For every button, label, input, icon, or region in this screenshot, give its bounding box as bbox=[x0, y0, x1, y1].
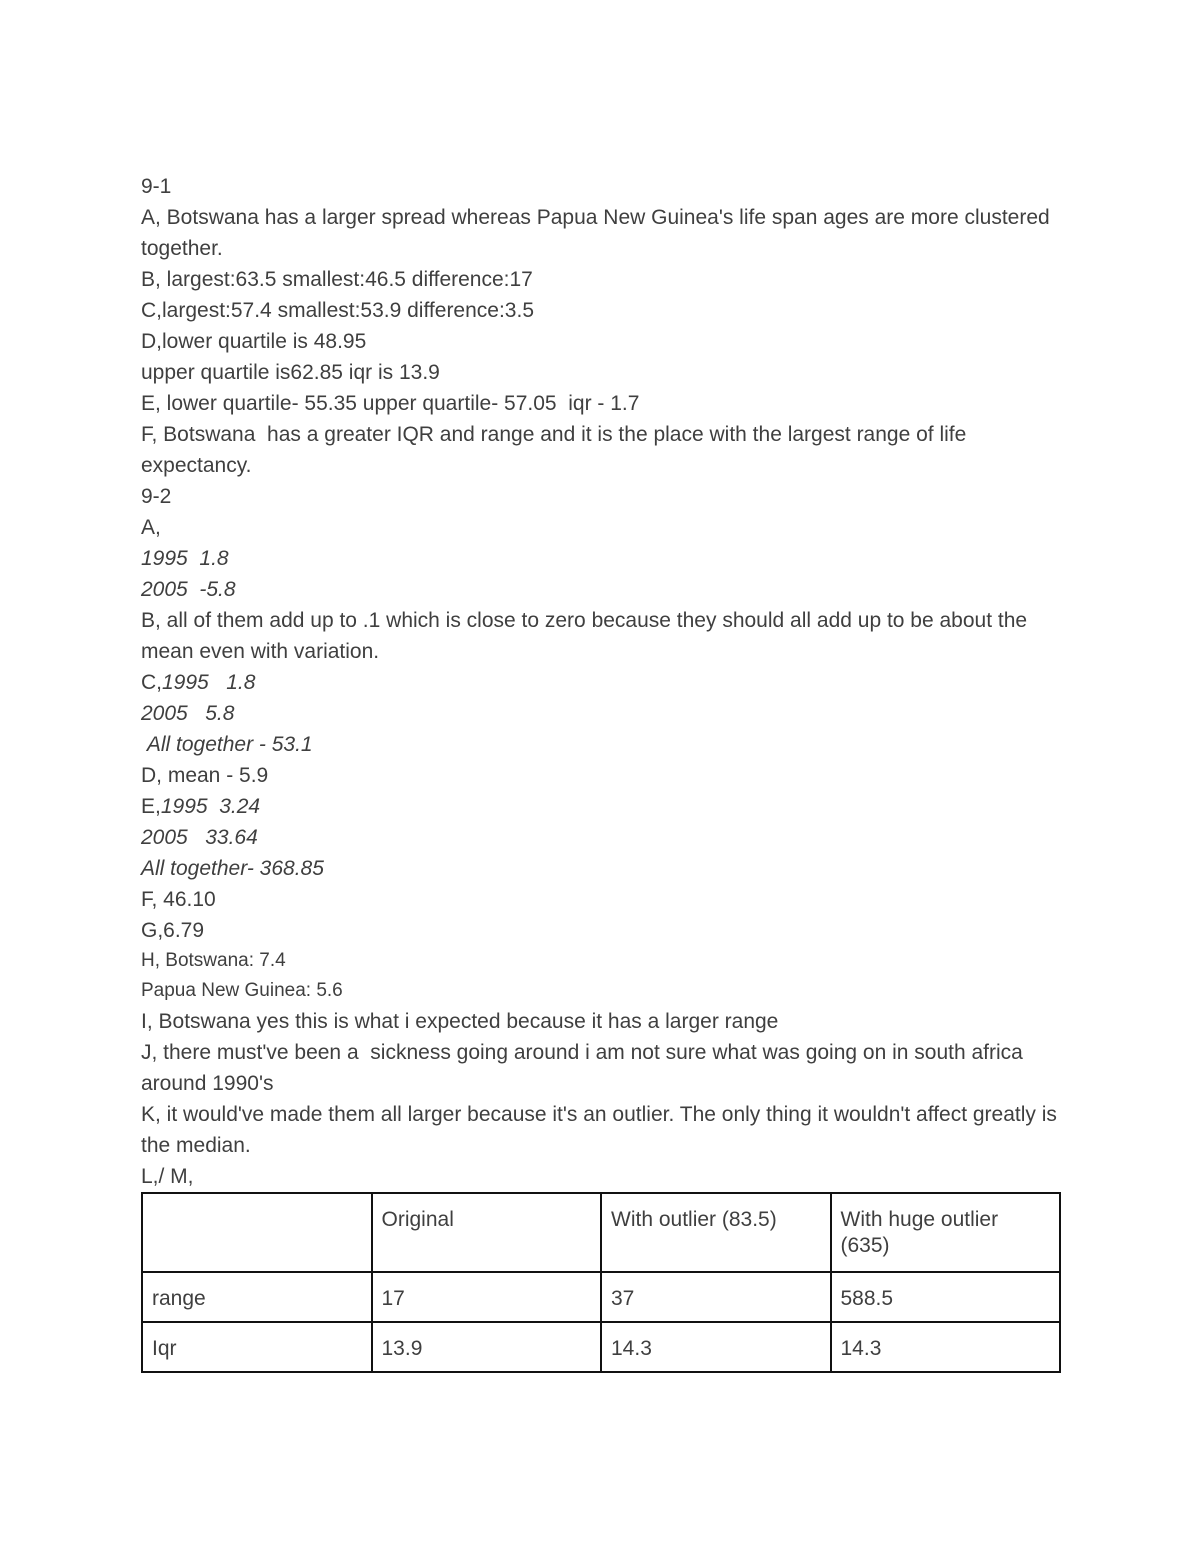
outlier-comparison-table bbox=[141, 1192, 1061, 1373]
answer-2a-1995: 1995 1.8 bbox=[141, 547, 229, 570]
document-body bbox=[141, 171, 1071, 1192]
answer-2c-2005: 2005 5.8 bbox=[141, 702, 235, 725]
answer-2a-2005: 2005 -5.8 bbox=[141, 578, 236, 601]
answer-c: C,largest:57.4 smallest:53.9 difference:3.5 bbox=[141, 299, 535, 322]
answer-2f: F, 46.10 bbox=[141, 888, 216, 911]
table-header-cell: With huge outlier (635) bbox=[831, 1193, 1061, 1272]
answer-2e-prefix: E, bbox=[141, 795, 161, 818]
answer-2e-total: All together- 368.85 bbox=[141, 857, 324, 880]
answer-2c-1995: 1995 1.8 bbox=[162, 671, 256, 694]
answer-2b: B, all of them add up to .1 which is close to zero because they should all add up to be about the mean even with variation. bbox=[141, 609, 1033, 663]
table-header-cell: Original bbox=[372, 1193, 602, 1272]
answer-2c-total: All together - 53.1 bbox=[141, 733, 313, 756]
answer-2h-botswana: H, Botswana: 7.4 bbox=[141, 950, 286, 971]
answer-2h-png: Papua New Guinea: 5.6 bbox=[141, 980, 343, 1001]
answer-2lm: L,/ M, bbox=[141, 1165, 194, 1188]
answer-a: A, Botswana has a larger spread whereas Papua New Guinea's life span ages are more clustered together. bbox=[141, 206, 1056, 260]
answer-d-upper: upper quartile is62.85 iqr is 13.9 bbox=[141, 361, 440, 384]
table-cell: range bbox=[142, 1272, 372, 1322]
answer-2g: G,6.79 bbox=[141, 919, 205, 942]
answer-2c-prefix: C, bbox=[141, 671, 162, 694]
answer-2j: J, there must've been a sickness going around i am not sure what was going on in south africa around 1990's bbox=[141, 1041, 1029, 1095]
table-header-cell bbox=[142, 1193, 372, 1272]
table-cell: Iqr bbox=[142, 1322, 372, 1372]
table-cell: 588.5 bbox=[831, 1272, 1061, 1322]
table-cell: 13.9 bbox=[372, 1322, 602, 1372]
heading-9-2: 9-2 bbox=[141, 485, 172, 508]
answer-b: B, largest:63.5 smallest:46.5 difference:17 bbox=[141, 268, 533, 291]
answer-2e-1995: 1995 3.24 bbox=[160, 795, 261, 818]
table-cell: 37 bbox=[601, 1272, 831, 1322]
table-cell: 14.3 bbox=[601, 1322, 831, 1372]
table-header-row bbox=[142, 1193, 1060, 1272]
answer-2e-2005: 2005 33.64 bbox=[141, 826, 258, 849]
answer-d-lower: D,lower quartile is 48.95 bbox=[141, 330, 367, 353]
answer-2e bbox=[141, 791, 1071, 822]
answer-2a: A, bbox=[141, 516, 161, 539]
table-header-cell: With outlier (83.5) bbox=[601, 1193, 831, 1272]
answer-2i: I, Botswana yes this is what i expected because it has a larger range bbox=[141, 1010, 779, 1033]
answer-f: F, Botswana has a greater IQR and range and it is the place with the largest range of life expectancy. bbox=[141, 423, 973, 477]
answer-2k: K, it would've made them all larger because it's an outlier. The only thing it wouldn't affect greatly is the median. bbox=[141, 1103, 1063, 1157]
table-row bbox=[142, 1322, 1060, 1372]
table-row bbox=[142, 1272, 1060, 1322]
answer-e: E, lower quartile- 55.35 upper quartile- 57.05 iqr - 1.7 bbox=[141, 392, 640, 415]
answer-2d: D, mean - 5.9 bbox=[141, 764, 269, 787]
heading-9-1: 9-1 bbox=[141, 175, 172, 198]
table-cell: 14.3 bbox=[831, 1322, 1061, 1372]
table-cell: 17 bbox=[372, 1272, 602, 1322]
answer-2c bbox=[141, 667, 1071, 698]
